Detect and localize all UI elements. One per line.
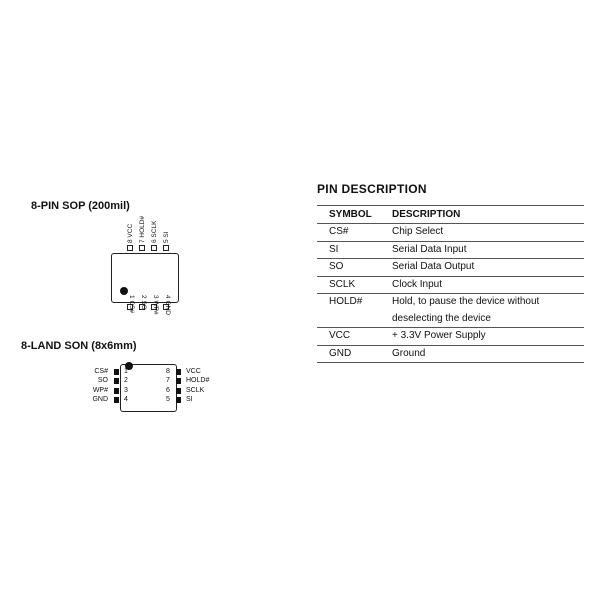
- row-symbol: SO: [317, 259, 390, 277]
- sop-title: 8-PIN SOP (200mil): [31, 200, 130, 212]
- son-pin-1-name: CS#: [94, 368, 108, 375]
- header-symbol: SYMBOL: [317, 206, 390, 224]
- sop-pin-4-label: 4 GND: [164, 295, 171, 315]
- row-description: Ground: [390, 345, 584, 363]
- row-description: [390, 294, 584, 328]
- sop-pin-8-label: 8 VCC: [127, 223, 134, 243]
- son-pin-7-num: 7: [166, 377, 170, 384]
- row-description-line1: Hold, to pause the device without: [392, 296, 540, 307]
- son-pin-4-name: GND: [92, 396, 108, 403]
- son-pin-2-name: SO: [97, 377, 108, 384]
- row-description: Serial Data Output: [390, 259, 584, 277]
- son-pad-1: [114, 369, 119, 375]
- row-description: Serial Data Input: [390, 241, 584, 259]
- pin-description-table: [317, 205, 584, 363]
- son-pad-2: [114, 378, 119, 384]
- son-pin-3-num: 3: [124, 387, 128, 394]
- pin1-marker-dot: [120, 287, 128, 295]
- son-pin-3-name: WP#: [92, 387, 108, 394]
- son-pad-8: [176, 369, 181, 375]
- son-pin-8-num: 8: [166, 368, 170, 375]
- sop-pin-8: [127, 245, 133, 251]
- row-symbol: SCLK: [317, 276, 390, 294]
- row-description-line2: deselecting the device: [392, 312, 491, 324]
- table-header-row: [317, 206, 584, 224]
- sop-pin-7: [139, 245, 145, 251]
- sop-pin-5: [163, 245, 169, 251]
- pin-description-title: PIN DESCRIPTION: [317, 182, 427, 196]
- table-row: [317, 241, 584, 259]
- sop-pin-6-label: 6 SCLK: [151, 220, 158, 243]
- table-row: [317, 345, 584, 363]
- sop-pin-7-label: 7 HOLD#: [139, 215, 146, 243]
- header-description: DESCRIPTION: [390, 206, 584, 224]
- row-symbol: CS#: [317, 224, 390, 242]
- son-pad-3: [114, 388, 119, 394]
- son-pad-4: [114, 397, 119, 403]
- row-description: Clock Input: [390, 276, 584, 294]
- son-pad-5: [176, 397, 181, 403]
- table-row: [317, 276, 584, 294]
- son-pin-6-name: SCLK: [186, 387, 205, 394]
- sop-pin-1-label: 1 CS#: [128, 295, 135, 314]
- son-pin-6-num: 6: [166, 387, 170, 394]
- son-pin-7-name: HOLD#: [186, 377, 210, 384]
- row-symbol: HOLD#: [317, 294, 390, 328]
- row-symbol: VCC: [317, 328, 390, 346]
- sop-pin-5-label: 5 SI: [163, 231, 170, 243]
- row-description: Chip Select: [390, 224, 584, 242]
- son-pin-5-name: SI: [186, 396, 193, 403]
- row-symbol: SI: [317, 241, 390, 259]
- sop-pin-6: [151, 245, 157, 251]
- son-pin-4-num: 4: [124, 396, 128, 403]
- son-pad-7: [176, 378, 181, 384]
- son-pin-8-name: VCC: [186, 368, 201, 375]
- row-symbol: GND: [317, 345, 390, 363]
- sop-pin-3-label: 3 WP#: [152, 295, 159, 315]
- sop-pin-2-label: 2 SO: [140, 295, 147, 310]
- son-pin-2-num: 2: [124, 377, 128, 384]
- table-row: [317, 294, 584, 328]
- son-pin-5-num: 5: [166, 396, 170, 403]
- table-row: [317, 259, 584, 277]
- row-description: + 3.3V Power Supply: [390, 328, 584, 346]
- son-pad-6: [176, 388, 181, 394]
- table-row: [317, 224, 584, 242]
- son-title: 8-LAND SON (8x6mm): [21, 340, 137, 352]
- son-pin-1-num: 1: [124, 368, 128, 375]
- table-row: [317, 328, 584, 346]
